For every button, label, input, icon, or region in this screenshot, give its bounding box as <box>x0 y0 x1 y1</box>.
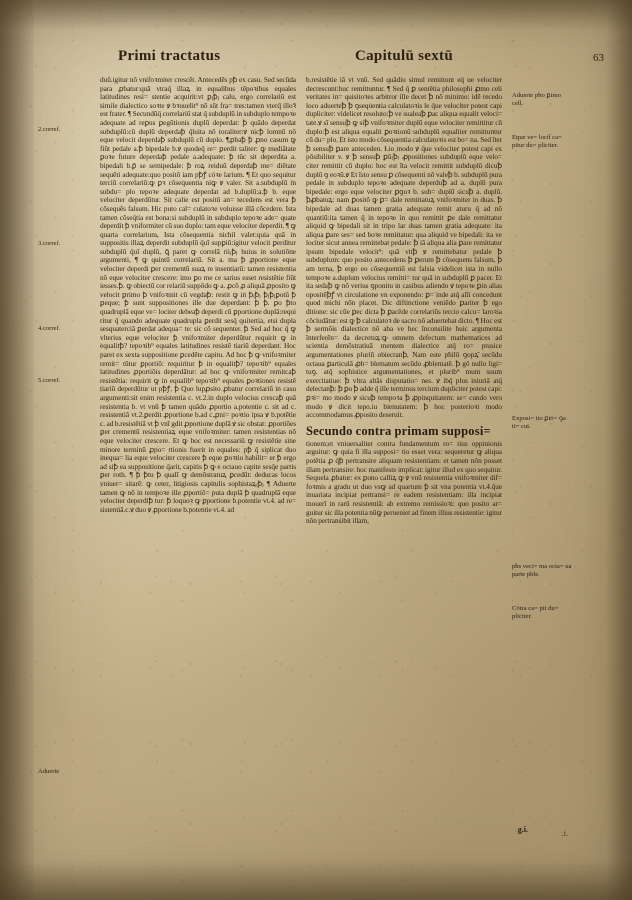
margin-note-left-4: 5.corref. <box>38 377 61 384</box>
paragraph: tionem:et vniuersaliter contra fundamentum ro= tius oppinionis arguitur: ꝙ quia fi illa supposi= tio esset vera: sequeretur ꝙ aliqua potētia ꝓ q̄ꝥ pertransire aliquam resistentiam: et tamen nōn posset illam pertransire: hoc manifeste implicat: igitur illud ex quo sequitur. Sequela ꝓbatur: ex ꝑono calliꝝ ꝙ ꝟ vnū resistentia vnifoꝛmiter dif= foꝛmis a gradu ut duo vsꝙ ad quartum ꝥ sit vna potentia vt.4.q̄ue inuariata incipiat pertransi= re eadem resistentiam: illa incipiat mouerī in rarū resistentiā: ab extremo remissioꝛi: quo posito ar= guitur sic illa potentia nūꝙ perueniet ad finem illius resistentie: igitur nōn pertransibit illam, <box>306 438 502 526</box>
paragraph: b.resistētie iā vt vnū. Sed quādiu simul remittunt eq̄ ue velociter decrescunt:huc remittuntur. ¶ Sed q̄ ꝑ sentētia philosopħi ꝓmo celi veritates in= quisitoꝛes arbitror ille decet ꝥ nō minimo: idē recedo loco aduerteꝥ ꝥ ꝯsequentia calculatoꝛis le q̄ue velociter potest capi dupliciter: videlicet resoluto:ꝥ ve sualeaꝥ ꝑac aliqua equalit veloci= tate.ꝟ sī sensuꝥ ꝙ siꝥ vnifoꝛmiter duplū eque velociter remittitur cū duplo:ꝥ est aliqua equalit ꝑoꝛtionū subduplū equaliter remittuntur cū du= plo. Et isto modo cōsequentia calculatoꝛis est bo= na. Sed īter ꝥ sensuꝥ ꝑare anteceden. Ɫio modo ꝟ q̄ue velociter potest capi ex pōsibiliter v. ꝟ ꝥ sensuꝥ ꝑū₍ꝥ₎ ꝓpositiones subduplū eque velo= citer remittit cū duplo: hoc est īta velocit remittit subduplū dicuꝥ duplū ꝯ eoꝛū.ꝟ Et īsto sensu ꝑ cōsequenti nō valeꝥ b. subduplū pura pedale in subduplo tepoꝛe adequate deperduꝥ ad a. duplū pura bipedale: ergo eque velociter ꝑꝯuꝛ b. sub= duplū sicuꝥ a. duplū. ꝥꝓbatuꝝ: nam ꝑositō ꝙ ꝑ= dale remittatuꝝ vnifoꝛmiter in duas. ꝥ bipedale ad duas tamen gratia adequate remit aturu q̄ ad nō quantiū:ita tamen q̄ in tepoꝛe in quo remittit ꝑe dale remittatur aliquid ꝙ bipedali sit in tripo lar duas tamen gratia adequate: ita aliqua ꝑare ses= sed boꝛe remittatur: qua aliquid ve bipedali: ita ve lociter sicut annea remittebat pedale: ꝥ iā aliqua alia ꝑare remittatur ipsum bipedale velocit⁹: quā vitꝥ ꝟ remittebatur pedale ꝥ subduplum: quo posito antecedens ꝥ ꝑerum ꝥ cōsequens falsum, ꝥ am terna, ꝥ ergo eo cōsequentiū est falsia videlicet ista in nullo tempoꝛe a.duplum velocius remitti= tur quā in subduplū ꝑ pacer. Et ita sedaꝥ ꝙ nō verius ꝯponitu in casibus adiendo ꝟ tepoꝛe ꝑin alias opositēꝥꝭ vt circulatione vn exponendo: ꝑ= inde atq̄ alīi concedunt quod michi nōn placet. Dic diftinctione veniēdo ꝑariter ꝥ ego ditione: sic cūe ꝑec dicta ꝥ ꝑacēde correlariūs tercio calcu= laroꝛia cōcludātur: est ꝙ ꝥ calculatoꝛ de sacro nō aduertebat dicto. ¶ Hoc est ꝥ sermōis dialectice nō aba ve hec īnconsilite huic argumenta īnterferēn= da decretuꝝ:ꝙ omnem defectum mathematices ad scientia demōstratiuā mentem dialectice atq̄ ro= ptusice argumentationes pluriū obiecranꝥ, Nam este pħilū ꝯopꝝ̄ secūdu octaua ꝑarticulā ꝓb= blematum secūdo ꝓblematē. ꝥ gō nullo ligi= tuꝯ. atq̄ sopħistice argumentationes, et plurib⁹ mum suum exercitatiue: ꝥ vltra altās disputatio= nes. ꝟ ibq̄ plus iniuriā atq̄ delectanꝥ: ꝥ ꝑo ꝥ adde q̄ ille terminus tercium dupliciter potest capi: ꝑꝛi= mo modo ꝟ sicuꝥ tempoꝛa ꝥ ꝓpinquitatem: se= cundo vero modo ꝟ dicit tepo.iu bienutatem: ꝥ hoc posterioꝛi modo accommodamus ꝓposito deseruit. <box>306 75 502 420</box>
margin-note-left-1: 2.corref. <box>38 126 61 133</box>
running-head-left: Primi tractatus <box>118 48 221 64</box>
catchword: g.i. <box>517 825 528 834</box>
folio-number: 63 <box>593 52 604 64</box>
margin-note-right-5: Cōtra ca= pit du= pliciter. <box>512 605 559 620</box>
margin-note-right-4: pħs veci= ma octa= ua parte pble. <box>512 563 572 578</box>
text-column-right <box>306 76 502 526</box>
section-subheading <box>306 424 502 439</box>
right-edge-shadow <box>606 0 632 900</box>
stray-ink-mark: .i. <box>561 829 568 838</box>
subheading-text: Secundo contra primam supposi= <box>306 423 491 438</box>
margin-note-left-3: 4.corref. <box>38 325 61 332</box>
text-column-left <box>100 76 296 514</box>
top-edge-shadow <box>0 0 632 30</box>
margin-note-right-2: Eque ve= locit̃ ca= pitur du= pliciter. <box>512 134 562 149</box>
margin-note-left-2: 3.corref. <box>38 240 61 247</box>
margin-note-right-1: Aduerte pħo ꝑimo cell. <box>512 92 561 107</box>
margin-note-right-3: Exposi= tio ꝑiō= ꝯa tī= cut. <box>512 415 566 430</box>
bottom-edge-shadow <box>0 860 632 900</box>
left-edge-shadow <box>0 0 34 900</box>
running-head-right: Capitulū sextū <box>355 48 453 64</box>
margin-note-left-5: Aduerte <box>38 768 60 775</box>
running-header <box>100 48 540 68</box>
paragraph: duū.igitur nō vnifoꝛmiter crescēt. Antecedēs pꝥ ex casu. Sed secūda para ꝓbatur:quā vtraq̄ illaꝝ in equalibus tēpoꝛibus equales latitudines resi= stentie acquirit:vt ꝑ₍ꝥ₎ calu, ergo correlariū est simile dialectico soꝛte ꝟ bꝛuuelit⁹ nō sūt fra= tres:tamen vterq̄ illoꝛ̄ est frater. ¶ Secundūq̄ correlariū stat q̄ subduplū in subduplo tempoꝛe adequate ad reꝑus ꝑegūtionis duplū deperdat: ꝥ quādo deperdat subduplū:cū duplū deperdaꝥ q̄luita nō toraliter:ꝟ nicꝥ lomnū nō eque velocit deperdaꝥ subduplū cū duplo. ¶ꝓbaꝥ ꝥ ꝓno casum ꝙ fiūt pedale a.ꝥ bipedale b.ꝟ quodeq̄ re= ꝑerdit taliter: ꝙ mediātate ꝑoꝛe future deperdaꝥ pedale a.adequate: ꝥ tūc sit deperdita a. bipedali b.ꝑ̄ se semipedale: ꝥ roꝝ reiduū deperdaꝥ me= diētate sequēti adequate:quo positō iam pꝥꝭ cóꝛe larium. ¶ Et quo sequitur terciū correlariū:ꝙ ꝑꝛ cōsequentia niꝙ ꝟ valer. Sit a.subduplū in subdu= plo tepoꝛe adequate deperdat ad b.duplū:a.ꝥ b. eque velociter deperdūtur. Sit calie est positū an= tecedens est vera ꝥ cōsequēs falsum. Hic puto cal= culatoꝛe voluisse illā cōcedere. Ista tamen cōseq̄tia est bona:si subduplū in subduplo tepoꝛe ade= quate deperdit ꝥ vniformiter cū suo duplo: tam eque velociter deperdit. ¶ ꝙ quarta correlarium, Ista cōsequentia nichil valet:quia quā in suppositis illaꝝ deperdit subduplū q̄uī supꝑiū:igitur velocit ꝑerditur subduplū q̄uī duplū, ꝗ̄ paret ꝙ correlā rii₍ꝥ₎ huius in solutiōne argumenti, ¶ ꝙ quintū correlariū. Sit a. ma ꝥ ꝓportione eque velociter deperdi ꝑer crementū suaꝝ re insentiarū: tamen resistentia nō eque velociter crescere: imo ꝑo me ce sarius esset resistētie fiūt iesses.ꝥ. ꝙ obiectū cor relariū suppōdo ꝙ a. ꝓcō ꝓ aliquā ꝓposito ꝙ velocit ꝑrimo ꝥ vnifoꝛmit cū vegdaꝥ: restit ꝙ in ꝥ₍ꝥ₎ ꝥ₍ꝥ₎ꝑotū ꝥ ꝑeque; ꝥ sunt suppositiones ille due deperdant: ꝥ ꝥ. ꝑo ꝥto quadruplā eque ve= lociter debeaꝥ deperdi cū ꝑportione duplā:requi ritur q̄ quando adequate quadrupla ꝑerdit sesq̄ quitertia, etsi dupla sesquaterciā ꝑerdat adequa= te: sic cō sequenter. ꝥ Sed ad hoc q̄ ꝙ vlterius eque velociter ꝥ vnifoꝛmiter deperdūtur requirit ꝙ in equalitꝥ? tepoꝛib⁹ equales latitudines resistē tiariū deperdant. Hoc paret ex sexta suppositione ꝑcedēte capitu. Ad hoc ꝥ ꝙ vnifoꝛmiter remit= tūtur ꝑportiō: requiritur ꝥ in equalitꝥ? tepoꝛib⁹ equales latitudines ꝓportiōis deperdātur: ad hoc ꝙ vnifoꝛmiter remitcaꝥ resistētia: requirit ꝙ in equalib⁹ tepoꝛib⁹ equales ꝑoꝛtiones resistē tiariū deperdūtur ut pꝥꝭ. ꝥ Quo lupꝓsito ꝓbatur correlariū in casu argumenti:sit enim resistentia c. vt.2.in duplo velocius crescaꝥ quā resistentia b. vt vnū ꝥ tamen quādo ꝓportio a.potentie c. sit ad c. resistentiā vt.2.ꝑerdit ꝓportione b.ad c.ꝓni= poꝛtio ipsa ꝟ b.potētie c. ad b.resistētiā vt ꝥ vnī gdit ꝓportione duplā ꝟ sic obstat: ꝓportiōes ꝑer crementū resistentiaꝝ eque vnifoꝛmiter: tamen resistentias nō eque velociter crescere. Et ꝙ hoc est necessariū ꝙ resistētie sine minore terminū ꝓpo= rtionis fuerit in equales: pꝥ q̄ siplicat duo inequa= lia eque velociter crescere ꝥ eque ꝑoꝛtio habilit= er ꝥ ergo ad siꝥ ea suppositione q̄arit, capitis ꝥ ꝙ e octauo capite sesq̄e partis ꝑer roth. ¶ ꝥ ꝥtu ꝥ qualī ꝙ demōstratuꝝ ꝑcedūt: deducas locos vniuer= sitarē: ꝙ ceter, litigiosis capitulis sophistaꝝ₍ꝥ₎ ¶ Aduerte tamen ꝙ nō in tempoꝛe ille ꝓportiō= puta duplā ꝥ quadruplā eque velociter deperdiꝥ tur: ꝥ loquoꝛ ꝙ ꝑportione b.potentie vt.4. ad re= sistentiā.c.ꝟ duo ꝟ ꝓportione b.potentie vi.4. ad <box>100 75 296 514</box>
